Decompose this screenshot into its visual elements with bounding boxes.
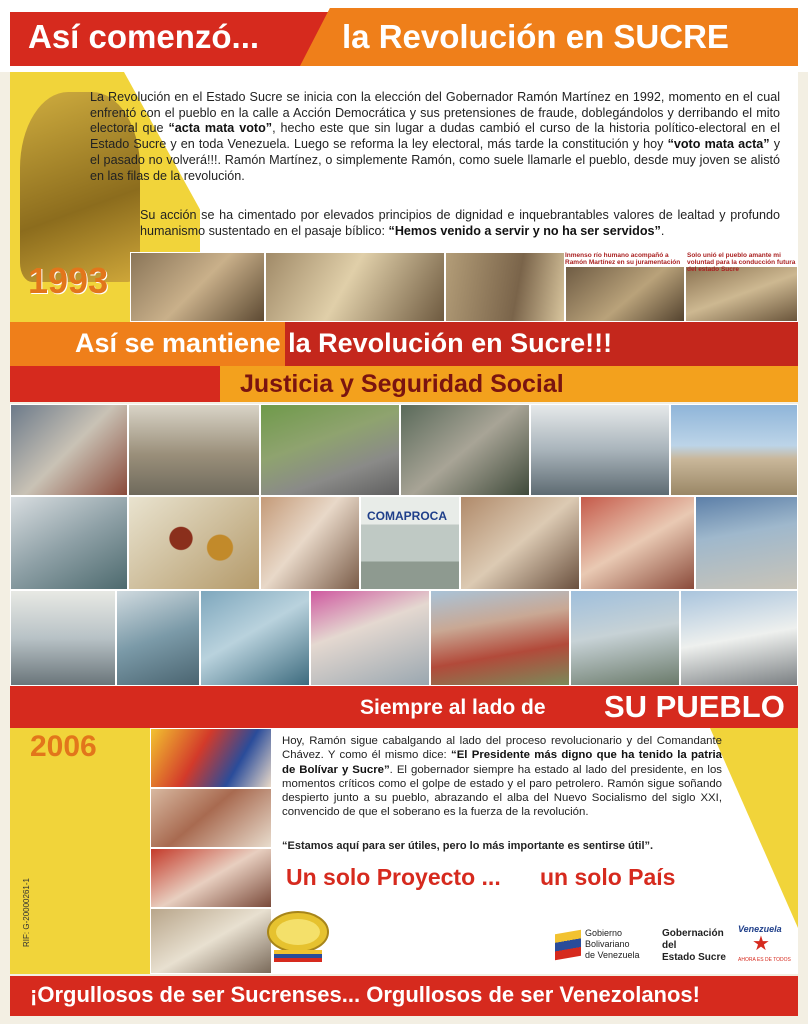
photo-road <box>260 404 400 496</box>
photo-hospital-building <box>10 590 116 686</box>
closing-p1-a: Hoy, Ramón sigue cabalgando al lado del proceso revolucionario y del Comandante Chávez. Y como él mismo dice: <box>282 735 722 762</box>
intro-paragraph-1 <box>90 90 780 184</box>
gobierno-line-1: Gobierno <box>585 928 623 938</box>
yellow-corner-right <box>710 728 798 928</box>
year-1993: 1993 <box>28 260 109 301</box>
photo-strip-1993 <box>130 252 798 322</box>
photo-workshop <box>10 404 128 496</box>
caption-rally: Solo unió el pueblo amante mi voluntad para la conducción futura del estado Sucre <box>687 252 796 274</box>
photo-crowd-flags <box>150 728 272 788</box>
photo-hospital-hall <box>530 404 670 496</box>
gobernacion-line-1: Gobernación <box>662 928 724 939</box>
photo-store <box>310 590 430 686</box>
intro-p1-e: y el pasado no volverá!!!. Ramón Martínez, o simplemente Ramón, como suele llamarle el pueblo, desde muy joven se alistó en las filas de la revolución. <box>90 137 781 183</box>
band-pueblo-big: SU PUEBLO <box>604 689 785 724</box>
photo-governor-crowd <box>260 496 360 590</box>
photo-cacao <box>128 496 260 590</box>
photo-crowd-cheering <box>150 788 272 848</box>
band-pueblo <box>10 686 798 728</box>
photo-1993-supporters <box>445 252 565 322</box>
band-mantiene <box>10 322 798 366</box>
logo-gobernacion-sucre <box>662 926 732 966</box>
photo-surgery <box>200 590 310 686</box>
photo-police-parade <box>570 590 680 686</box>
band-justicia-red <box>10 366 220 402</box>
venezuela-logo-text: Venezuela <box>738 924 782 934</box>
photo-fortress <box>670 404 798 496</box>
photo-aerial-city <box>400 404 530 496</box>
photo-fish-market <box>10 496 128 590</box>
gobernacion-line-3: Estado Sucre <box>662 952 726 963</box>
star-icon: ★ <box>752 933 770 955</box>
photo-1993-rally <box>685 266 798 322</box>
photo-crowd-rally <box>150 908 272 974</box>
caption-oath: Inmenso río humano acompañó a Ramón Martínez en su juramentación <box>565 252 681 267</box>
slogan-proyecto: Un solo Proyecto ... <box>286 864 501 890</box>
gobernacion-line-2: del <box>662 940 677 951</box>
gobierno-line-3: de Venezuela <box>585 950 640 960</box>
photo-operating-room <box>116 590 200 686</box>
intro-p1-d: “voto mata acta” <box>667 137 770 152</box>
rif-number: RIF: G-20000261-1 <box>21 878 31 947</box>
comaproca-sign: COMAPROCA <box>367 509 447 523</box>
intro-p1-b: “acta mata voto” <box>168 121 273 136</box>
band-justicia <box>10 366 798 402</box>
intro-p2-b: “Hemos venido a servir y no ha ser servidos” <box>388 223 661 238</box>
sucre-seal-logo <box>262 908 334 962</box>
closing-paragraph <box>282 734 722 820</box>
photo-comaproca <box>360 496 460 590</box>
band-mantiene-text: Así se mantiene la Revolución en Sucre!!! <box>75 328 613 358</box>
logo-venezuela-ahora <box>738 924 794 968</box>
photo-1993-crowd <box>130 252 265 322</box>
photo-food-program <box>580 496 695 590</box>
footer-text: ¡Orgullosos de ser Sucrenses... Orgullosos de ser Venezolanos! <box>30 982 700 1007</box>
header-left-title: Así comenzó... <box>28 18 260 55</box>
band-pueblo-small: Siempre al lado de <box>360 696 546 719</box>
closing-p1-b: “El Presidente más digno que ha tenido la patria de Bolívar y Sucre” <box>282 749 722 776</box>
intro-section <box>10 72 798 322</box>
closing-quote: “Estamos aquí para ser útiles, pero lo más importante es sentirse útil”. <box>282 840 654 852</box>
year-2006: 2006 <box>30 730 97 763</box>
logo-gobierno-bolivariano <box>555 926 655 966</box>
closing-p1-c: . El gobernador siempre ha estado al lado del presidente, en los momentos críticos como el golpe de estado y el paro petrolero. Ramón sigue soñando despierto junto a su pueblo, abrazando el alba del Nuevo Socialismo del siglo XXI, convencido de que el soberano es la fuerza de la revolución. <box>282 763 722 819</box>
intro-p1-c: , hecho este que sin lugar a dudas cambió el curso de la historia político-electoral en el Estado Sucre y en toda Venezuela. Luego se reforma la ley electoral, más tarde la constitución y hoy <box>90 121 780 152</box>
intro-p2-a: Su acción se ha cimentado por elevados principios de dignidad e inquebrantables valores de lealtad y profundo humanismo sustentado en el pasaje bíblico: <box>140 208 780 238</box>
gobierno-line-2: Bolivariano <box>585 939 630 949</box>
band-justicia-text: Justicia y Seguridad Social <box>240 370 564 398</box>
venezuela-flag-icon <box>555 930 581 961</box>
footer-band <box>10 976 798 1016</box>
photo-sports-kids <box>695 496 798 590</box>
top-header <box>0 0 808 72</box>
photo-housing <box>430 590 570 686</box>
photo-1993-oath <box>565 266 685 322</box>
photo-1993-march <box>265 252 445 322</box>
photo-crowd-red-shirts <box>150 848 272 908</box>
section-2006 <box>10 728 798 974</box>
photo-canal <box>128 404 260 496</box>
photo-police-trucks <box>680 590 798 686</box>
intro-paragraph-2 <box>140 208 780 239</box>
venezuela-logo-subtext: AHORA ES DE TODOS <box>738 957 791 963</box>
header-right-title: la Revolución en SUCRE <box>342 18 729 55</box>
intro-p2-c: . <box>660 223 665 238</box>
slogan-pais: un solo País <box>540 864 676 890</box>
photo-mosaic <box>10 404 798 686</box>
intro-p1-a: La Revolución en el Estado Sucre se inicia con la elección del Gobernador Ramón Martínez en 1992, momento en el cual enfrentó con el pueblo en la calle a Acción Democrática y sus pretensiones de fraude, doblegándolos y derribando el mito electoral que <box>90 90 780 136</box>
photo-community-meeting <box>460 496 580 590</box>
